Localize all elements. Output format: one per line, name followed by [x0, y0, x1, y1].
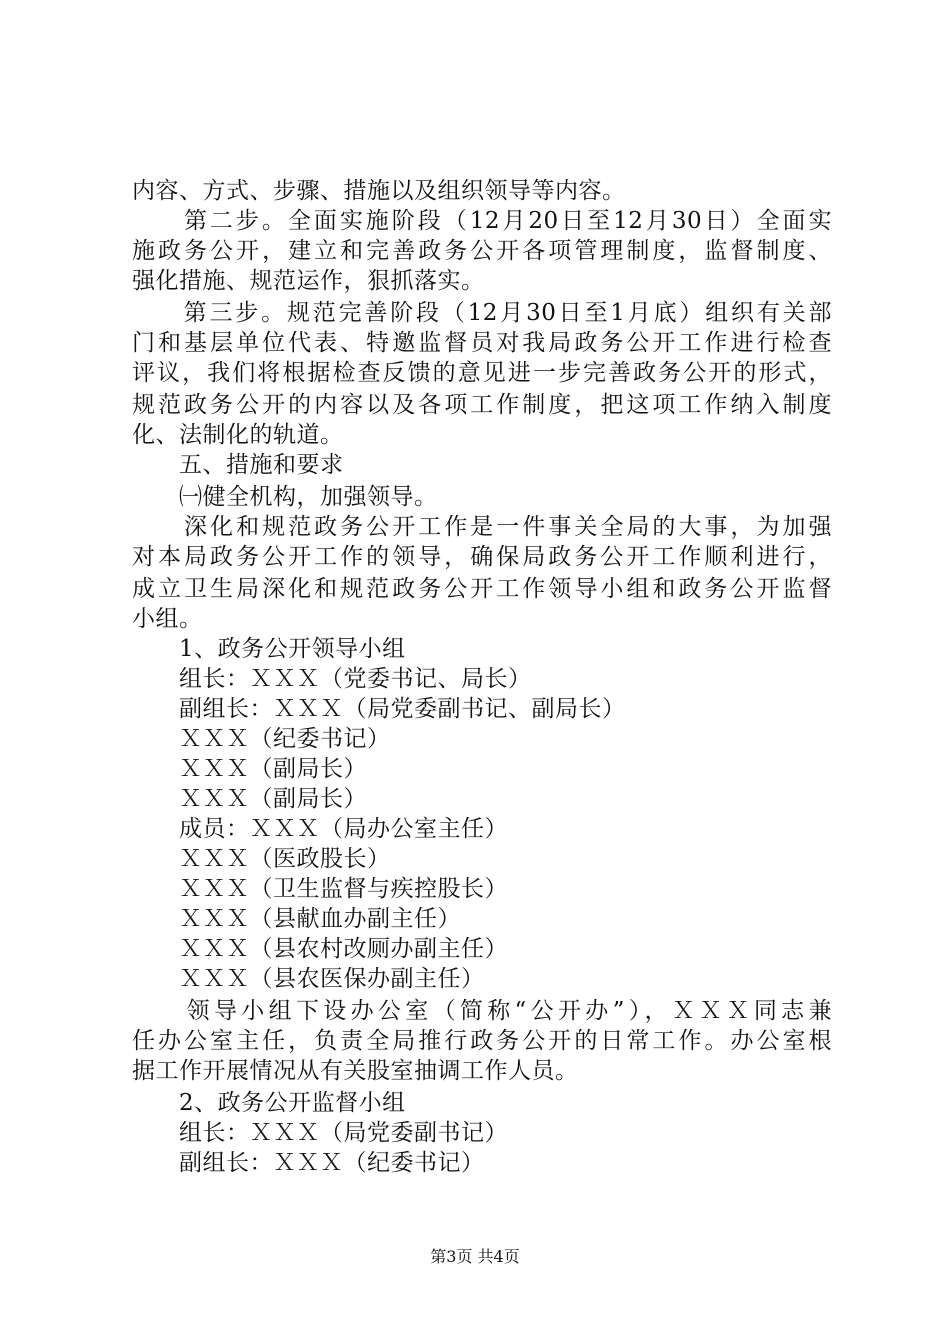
text-line: 第二步。全面实施阶段（12月20日至12月30日）全面实 [132, 208, 832, 234]
text-line: 深化和规范政务公开工作是一件事关全局的大事，为加强 [132, 514, 832, 540]
member-line: 副组长：ＸＸＸ（纪委书记） [132, 1150, 485, 1176]
section-heading: 五、措施和要求 [132, 452, 344, 478]
list-heading: 1、政务公开领导小组 [132, 636, 406, 662]
member-line: ＸＸＸ（纪委书记） [132, 726, 391, 752]
member-line: ＸＸＸ（副局长） [132, 786, 367, 812]
member-line: 副组长：ＸＸＸ（局党委副书记、副局长） [132, 696, 626, 722]
list-heading: 2、政务公开监督小组 [132, 1090, 406, 1116]
member-line: 组长：ＸＸＸ（党委书记、局长） [132, 666, 532, 692]
text-line: 据工作开展情况从有关股室抽调工作人员。 [132, 1058, 579, 1084]
member-line: ＸＸＸ（副局长） [132, 756, 367, 782]
text-line: 门和基层单位代表、特邀监督员对我局政务公开工作进行检查 [132, 330, 832, 356]
member-line: ＸＸＸ（医政股长） [132, 846, 391, 872]
text-line: 对本局政务公开工作的领导，确保局政务公开工作顺利进行， [132, 544, 832, 570]
member-line: ＸＸＸ（卫生监督与疾控股长） [132, 876, 508, 902]
member-line: ＸＸＸ（县农医保办副主任） [132, 966, 485, 992]
page-number-footer: 第3页 共4页 [430, 1247, 520, 1266]
text-line: 强化措施、规范运作，狠抓落实。 [132, 268, 485, 294]
text-line: 成立卫生局深化和规范政务公开工作领导小组和政务公开监督 [132, 576, 832, 602]
subsection-heading: ㈠健全机构，加强领导。 [132, 484, 438, 510]
text-line: 评议，我们将根据检查反馈的意见进一步完善政务公开的形式， [132, 360, 832, 386]
member-line: ＸＸＸ（县农村改厕办副主任） [132, 936, 508, 962]
text-line: 第三步。规范完善阶段（12月30日至1月底）组织有关部 [132, 300, 832, 326]
member-line: 成员：ＸＸＸ（局办公室主任） [132, 816, 508, 842]
text-line: 施政务公开，建立和完善政务公开各项管理制度，监督制度、 [132, 238, 832, 264]
text-line: 化、法制化的轨道。 [132, 422, 344, 448]
member-line: ＸＸＸ（县献血办副主任） [132, 906, 461, 932]
text-line: 领导小组下设办公室（简称“公开办”），ＸＸＸ同志兼 [132, 998, 832, 1024]
text-line: 任办公室主任，负责全局推行政务公开的日常工作。办公室根 [132, 1028, 832, 1054]
text-line: 内容、方式、步骤、措施以及组织领导等内容。 [132, 178, 626, 204]
text-line: 规范政务公开的内容以及各项工作制度，把这项工作纳入制度 [132, 392, 832, 418]
text-line: 小组。 [132, 606, 203, 632]
member-line: 组长：ＸＸＸ（局党委副书记） [132, 1120, 508, 1146]
